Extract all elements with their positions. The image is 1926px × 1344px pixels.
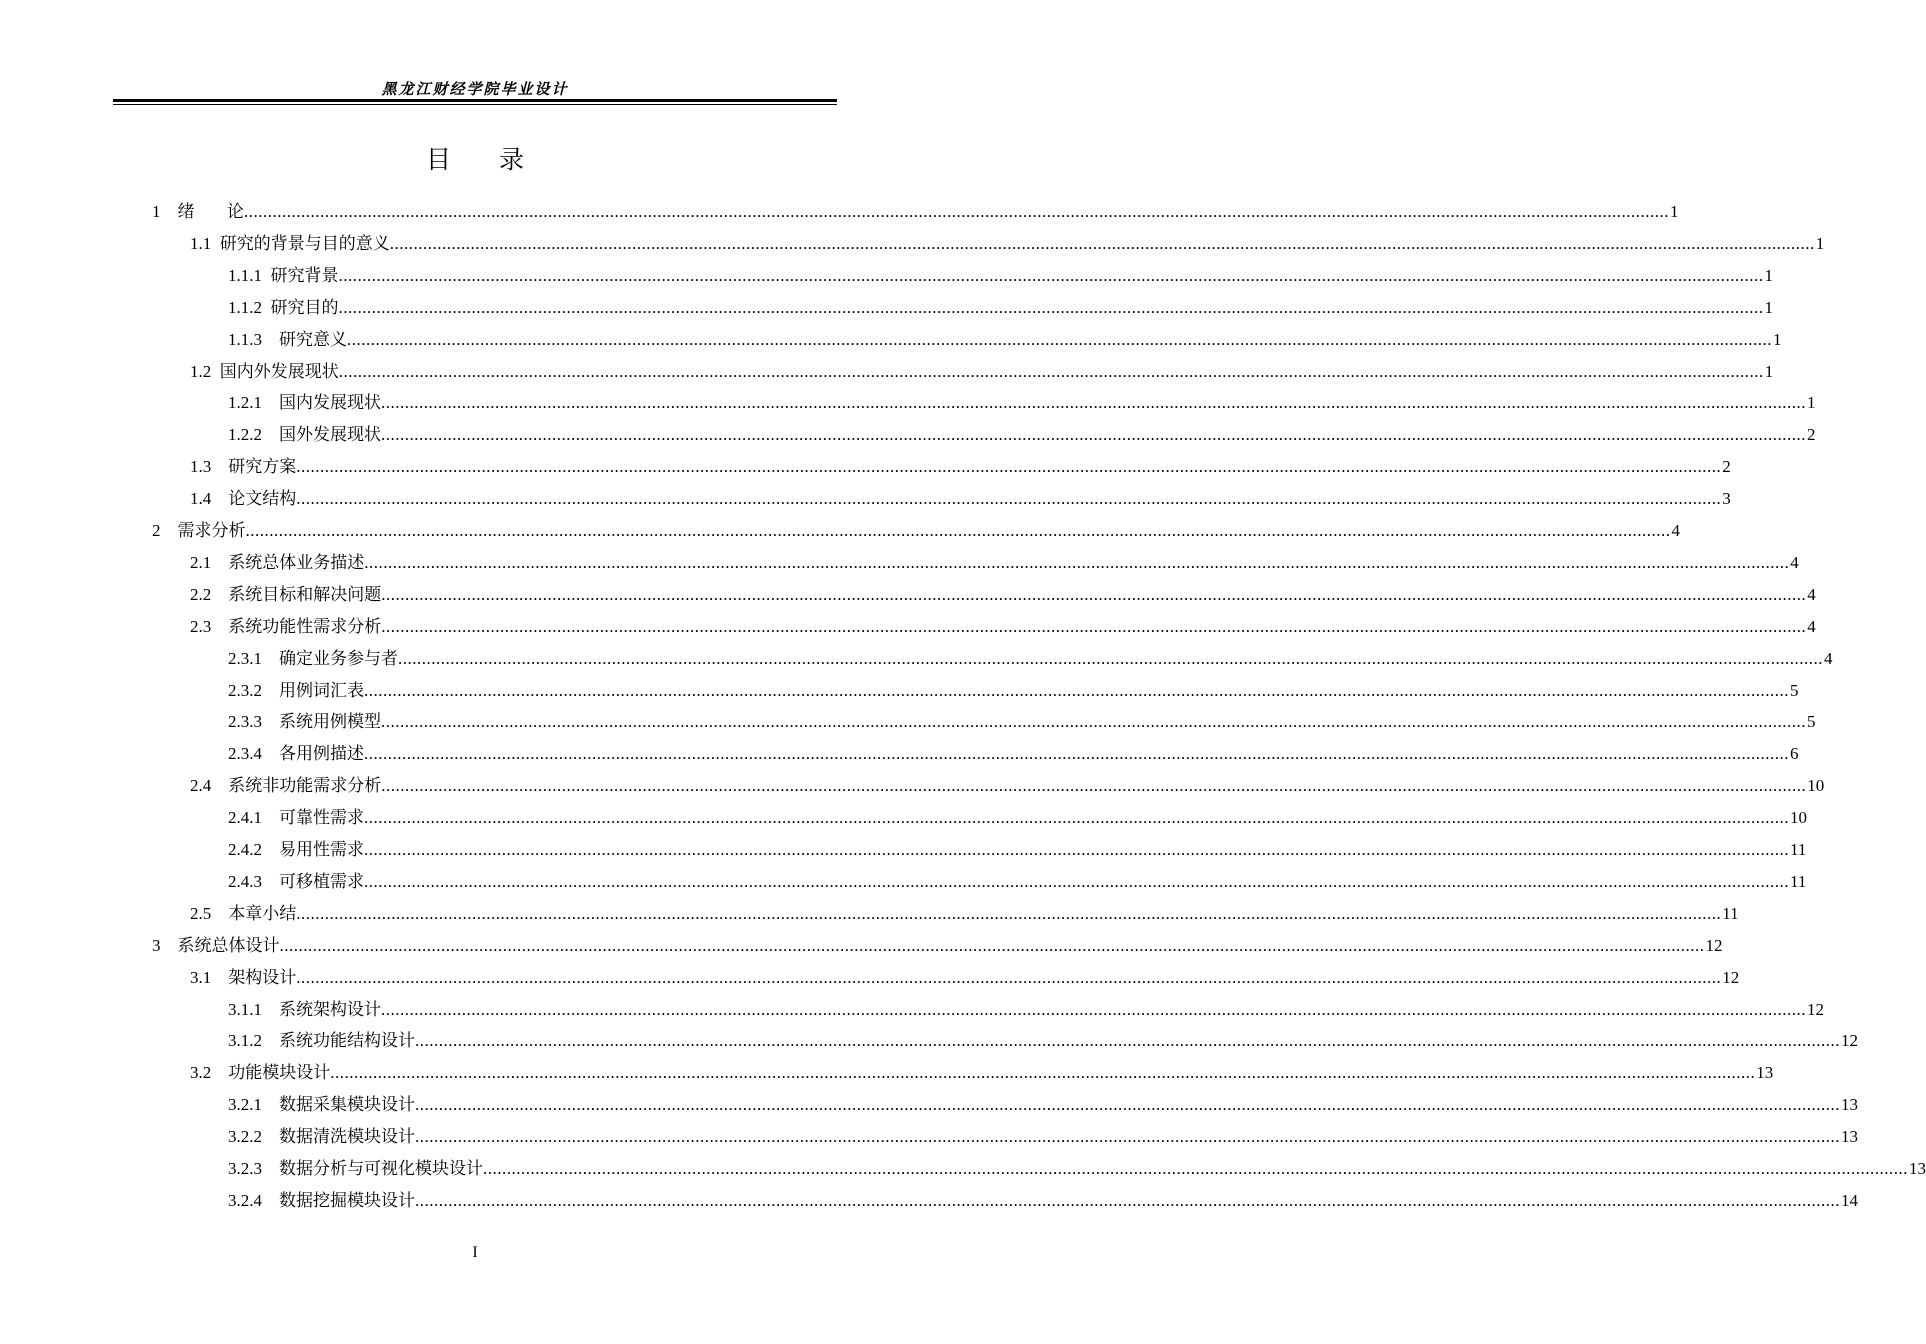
toc-entry[interactable] <box>228 1026 1858 1056</box>
toc-leader-dots: ............................................................................................................................................................................................................................................................................................................ <box>381 425 1806 445</box>
toc-entry[interactable] <box>228 707 1816 737</box>
toc-entry[interactable] <box>228 644 1833 674</box>
toc-leader-dots: ............................................................................................................................................................................................................................................................................................................ <box>243 202 1669 221</box>
header-rule-thick <box>113 99 837 102</box>
toc-entry[interactable] <box>190 612 1816 642</box>
toc-entry-number: 1.2 <box>190 361 212 381</box>
toc-leader-dots: ............................................................................................................................................................................................................................................................................................................ <box>338 361 1764 381</box>
toc-entry-label: 国内发展现状 <box>279 393 381 414</box>
toc-entry-number: 3.2 <box>190 1063 212 1083</box>
toc-entry-gap <box>262 739 279 769</box>
toc-entry-page: 4 <box>1790 552 1799 572</box>
toc-entry[interactable] <box>190 229 1825 259</box>
toc-entry[interactable] <box>190 771 1825 801</box>
toc-leader-dots: ............................................................................................................................................................................................................................................................................................................ <box>364 871 1789 891</box>
toc-leader-dots: ............................................................................................................................................................................................................................................................................................................ <box>296 967 1722 987</box>
toc-entry-number: 1 <box>152 202 161 221</box>
toc-entry-label: 研究意义 <box>279 329 347 350</box>
toc-entry-page: 12 <box>1722 967 1740 987</box>
toc-entry-number: 1.1.1 <box>228 265 262 285</box>
page-number: I <box>472 1244 478 1261</box>
toc-leader-dots: ............................................................................................................................................................................................................................................................................................................ <box>483 1159 1908 1178</box>
toc-entry-gap <box>211 229 220 259</box>
toc-entry-number: 2.4.3 <box>228 871 262 891</box>
toc-leader-dots: ............................................................................................................................................................................................................................................................................................................ <box>296 489 1722 509</box>
toc-leader-dots: ............................................................................................................................................................................................................................................................................................................ <box>389 233 1815 253</box>
toc-entry[interactable] <box>228 1186 1858 1216</box>
toc-leader-dots: ............................................................................................................................................................................................................................................................................................................ <box>296 457 1722 477</box>
toc-entry[interactable] <box>190 452 1731 482</box>
toc-entry-label: 数据挖掘模块设计 <box>279 1190 415 1211</box>
toc-leader-dots: ............................................................................................................................................................................................................................................................................................................ <box>245 521 1671 540</box>
toc-leader-dots: ............................................................................................................................................................................................................................................................................................................ <box>296 903 1722 923</box>
toc-entry-label: 研究目的 <box>270 297 339 318</box>
toc-leader-dots: ............................................................................................................................................................................................................................................................................................................ <box>330 1063 1756 1083</box>
toc-entry-gap <box>211 963 228 993</box>
toc-leader-dots: ............................................................................................................................................................................................................................................................................................................ <box>381 393 1806 413</box>
toc-leader-dots: ............................................................................................................................................................................................................................................................................................................ <box>338 297 1764 317</box>
toc-entry-number: 2.5 <box>190 903 212 923</box>
toc-entry-label: 系统目标和解决问题 <box>228 584 382 605</box>
toc-entry[interactable] <box>190 484 1731 514</box>
toc-leader-dots: ............................................................................................................................................................................................................................................................................................................ <box>364 744 1789 764</box>
toc-entry[interactable] <box>228 325 1782 355</box>
toc-entry-number: 3.2.3 <box>228 1159 262 1178</box>
toc-title: 目录 <box>425 145 572 174</box>
toc-entry-page: 1 <box>1815 233 1825 253</box>
toc-entry-gap <box>211 771 228 801</box>
toc-entry-page: 2 <box>1722 457 1731 477</box>
toc-entry-label: 数据清洗模块设计 <box>279 1127 415 1148</box>
toc-entry-page: 13 <box>1841 1127 1858 1147</box>
toc-entry-number: 2.1 <box>190 552 212 572</box>
toc-entry-label: 可靠性需求 <box>279 808 364 829</box>
toc-entry-label: 数据分析与可视化模块设计 <box>279 1159 483 1179</box>
toc-leader-dots: ............................................................................................................................................................................................................................................................................................................ <box>381 712 1806 732</box>
toc-entry-page: 5 <box>1790 680 1799 700</box>
toc-leader-dots: ............................................................................................................................................................................................................................................................................................................ <box>347 329 1772 349</box>
toc-entry-gap <box>211 357 220 387</box>
toc-leader-dots: ............................................................................................................................................................................................................................................................................................................ <box>364 808 1789 828</box>
toc-entry-page: 12 <box>1807 999 1824 1019</box>
page-header: 黑龙江财经学院毕业设计 <box>381 80 569 98</box>
toc-entry-label: 绪 论 <box>177 202 244 222</box>
toc-entry-label: 各用例描述 <box>279 744 364 765</box>
toc-leader-dots: ............................................................................................................................................................................................................................................................................................................ <box>381 999 1806 1019</box>
toc-entry-page: 1 <box>1807 393 1816 413</box>
toc-entry-gap <box>211 484 228 514</box>
toc-leader-dots: ............................................................................................................................................................................................................................................................................................................ <box>279 935 1705 955</box>
toc-entry-page: 13 <box>1756 1063 1774 1083</box>
toc-entry-gap <box>211 612 228 642</box>
toc-entry-label: 研究背景 <box>270 265 339 286</box>
toc-entry-gap <box>262 1026 279 1056</box>
toc-entry-gap <box>211 548 228 578</box>
toc-entry-gap <box>262 676 279 706</box>
toc-entry-gap <box>262 1090 279 1120</box>
toc-entry[interactable] <box>152 931 1723 961</box>
toc-entry-number: 3.1.2 <box>228 1031 262 1051</box>
toc-entry-page: 4 <box>1671 521 1680 540</box>
toc-entry-page: 11 <box>1722 903 1739 923</box>
toc-entry-page: 1 <box>1764 297 1773 317</box>
toc-entry-number: 3 <box>152 935 161 955</box>
toc-entry-page: 4 <box>1807 584 1816 604</box>
toc-entry-label: 本章小结 <box>228 903 297 924</box>
toc-entry-number: 1.2.1 <box>228 393 262 413</box>
toc-entry-gap <box>211 1058 228 1088</box>
toc-entry[interactable] <box>190 1058 1774 1088</box>
toc-entry-number: 1.3 <box>190 457 212 477</box>
toc-entry-page: 3 <box>1722 489 1731 509</box>
toc-entry-number: 2.4.2 <box>228 840 262 859</box>
toc-entry-number: 3.2.2 <box>228 1127 262 1147</box>
toc-entry[interactable] <box>228 995 1824 1025</box>
toc-entry-number: 2.4 <box>190 776 212 796</box>
toc-entry-gap <box>262 420 279 450</box>
toc-entry-gap <box>262 835 279 865</box>
toc-entry-page: 14 <box>1841 1190 1858 1210</box>
toc-entry[interactable] <box>190 899 1739 929</box>
toc-entry-label: 功能模块设计 <box>228 1063 331 1084</box>
toc-entry-page: 4 <box>1824 648 1833 668</box>
toc-entry-page: 6 <box>1790 744 1799 764</box>
toc-entry-page: 11 <box>1790 871 1807 891</box>
toc-entry-label: 研究方案 <box>228 457 297 478</box>
toc-entry-gap <box>262 388 279 418</box>
toc-entry-number: 1.2.2 <box>228 425 262 445</box>
toc-entry-number: 2 <box>152 521 161 540</box>
toc-leader-dots: ............................................................................................................................................................................................................................................................................................................ <box>398 648 1823 668</box>
toc-entry[interactable] <box>228 835 1807 865</box>
toc-entry[interactable] <box>228 1122 1858 1152</box>
toc-entry-gap <box>262 1122 279 1152</box>
toc-entry-gap <box>161 197 178 227</box>
toc-entry[interactable] <box>228 261 1773 291</box>
toc-leader-dots: ............................................................................................................................................................................................................................................................................................................ <box>415 1127 1840 1147</box>
toc-leader-dots: ............................................................................................................................................................................................................................................................................................................ <box>415 1190 1840 1210</box>
toc-entry-label: 架构设计 <box>228 967 297 988</box>
toc-entry-number: 1.1.3 <box>228 329 262 349</box>
toc-entry-label: 系统功能结构设计 <box>279 1031 415 1052</box>
toc-entry-page: 13 <box>1841 1095 1858 1115</box>
toc-entry-number: 3.1.1 <box>228 999 262 1019</box>
toc-entry-label: 研究的背景与目的意义 <box>219 233 390 254</box>
toc-leader-dots: ............................................................................................................................................................................................................................................................................................................ <box>381 616 1807 636</box>
toc-entry-number: 1.4 <box>190 489 212 509</box>
toc-leader-dots: ............................................................................................................................................................................................................................................................................................................ <box>364 552 1790 572</box>
toc-entry-page: 12 <box>1705 935 1723 955</box>
toc-leader-dots: ............................................................................................................................................................................................................................................................................................................ <box>364 680 1789 700</box>
toc-entry-page: 10 <box>1790 808 1807 828</box>
toc-entry-gap <box>262 293 271 323</box>
toc-leader-dots: ............................................................................................................................................................................................................................................................................................................ <box>381 584 1807 604</box>
toc-entry-page: 1 <box>1773 329 1782 349</box>
toc-entry-label: 系统功能性需求分析 <box>228 616 382 637</box>
toc-entry-page: 2 <box>1807 425 1816 445</box>
toc-entry-number: 1.1.2 <box>228 297 262 317</box>
toc-entry[interactable] <box>152 197 1679 227</box>
toc-entry-number: 2.3.2 <box>228 680 262 700</box>
toc-entry-number: 3.2.1 <box>228 1095 262 1115</box>
toc-entry[interactable] <box>228 1154 1926 1184</box>
toc-entry-gap <box>262 1186 279 1216</box>
toc-entry-gap <box>262 803 279 833</box>
toc-entry-label: 确定业务参与者 <box>279 648 398 669</box>
toc-entry-number: 2.3.4 <box>228 744 262 764</box>
toc-entry-number: 2.3 <box>190 616 212 636</box>
toc-entry-gap <box>262 261 271 291</box>
toc-entry-gap <box>211 899 228 929</box>
toc-entry-label: 论文结构 <box>228 489 297 510</box>
toc-entry[interactable] <box>152 516 1680 546</box>
toc-entry-page: 4 <box>1807 616 1816 636</box>
toc-entry[interactable] <box>228 803 1807 833</box>
toc-entry-label: 系统用例模型 <box>279 712 381 733</box>
toc-leader-dots: ............................................................................................................................................................................................................................................................................................................ <box>415 1031 1840 1051</box>
toc-entry-label: 可移植需求 <box>279 871 364 892</box>
toc-entry[interactable] <box>190 548 1799 578</box>
toc-entry-page: 1 <box>1764 361 1774 381</box>
toc-entry[interactable] <box>228 420 1816 450</box>
toc-entry-gap <box>161 516 178 546</box>
toc-entry-label: 系统架构设计 <box>279 999 381 1020</box>
toc-entry-label: 系统非功能需求分析 <box>228 776 382 797</box>
toc-entry-gap <box>211 452 228 482</box>
toc-entry[interactable] <box>228 293 1773 323</box>
toc-entry-label: 系统总体业务描述 <box>228 552 365 573</box>
toc-entry-gap <box>211 580 228 610</box>
toc-entry-gap <box>262 995 279 1025</box>
toc-entry-page: 1 <box>1669 202 1679 221</box>
toc-entry[interactable] <box>190 580 1816 610</box>
toc-entry-gap <box>262 325 279 355</box>
toc-leader-dots: ............................................................................................................................................................................................................................................................................................................ <box>364 840 1789 859</box>
toc-entry-number: 2.3.1 <box>228 648 262 668</box>
toc-entry-label: 需求分析 <box>177 521 246 541</box>
toc-entry[interactable] <box>228 388 1816 418</box>
toc-entry-number: 1.1 <box>190 233 212 253</box>
toc-entry[interactable] <box>228 676 1799 706</box>
toc-entry-gap <box>262 867 279 897</box>
toc-entry-label: 数据采集模块设计 <box>279 1095 415 1116</box>
toc-entry-gap <box>262 1154 279 1184</box>
toc-entry[interactable] <box>228 739 1799 769</box>
toc-entry-page: 12 <box>1841 1031 1858 1051</box>
toc-entry-gap <box>161 931 178 961</box>
header-rule-thin <box>113 104 837 105</box>
toc-leader-dots: ............................................................................................................................................................................................................................................................................................................ <box>415 1095 1840 1115</box>
toc-entry[interactable] <box>228 867 1807 897</box>
toc-entry-page: 11 <box>1790 840 1807 859</box>
toc-entry-gap <box>262 707 279 737</box>
toc-entry-page: 13 <box>1909 1159 1926 1178</box>
toc-entry[interactable] <box>190 963 1740 993</box>
toc-leader-dots: ............................................................................................................................................................................................................................................................................................................ <box>381 776 1807 796</box>
toc-entry-gap <box>262 644 279 674</box>
toc-leader-dots: ............................................................................................................................................................................................................................................................................................................ <box>338 265 1764 285</box>
toc-entry-number: 2.3.3 <box>228 712 262 732</box>
toc-entry-label: 易用性需求 <box>279 840 364 860</box>
toc-entry-number: 2.4.1 <box>228 808 262 828</box>
toc-entry-page: 10 <box>1807 776 1825 796</box>
toc-entry-page: 5 <box>1807 712 1816 732</box>
toc-entry-number: 2.2 <box>190 584 212 604</box>
toc-entry-label: 国内外发展现状 <box>219 361 339 382</box>
toc-entry-label: 用例词汇表 <box>279 680 364 701</box>
toc-entry-number: 3.2.4 <box>228 1190 262 1210</box>
toc-entry-page: 1 <box>1764 265 1773 285</box>
toc-entry[interactable] <box>228 1090 1858 1120</box>
toc-entry-label: 系统总体设计 <box>177 935 280 956</box>
toc-entry-label: 国外发展现状 <box>279 425 381 446</box>
toc-entry[interactable] <box>190 357 1774 387</box>
toc-entry-number: 3.1 <box>190 967 212 987</box>
